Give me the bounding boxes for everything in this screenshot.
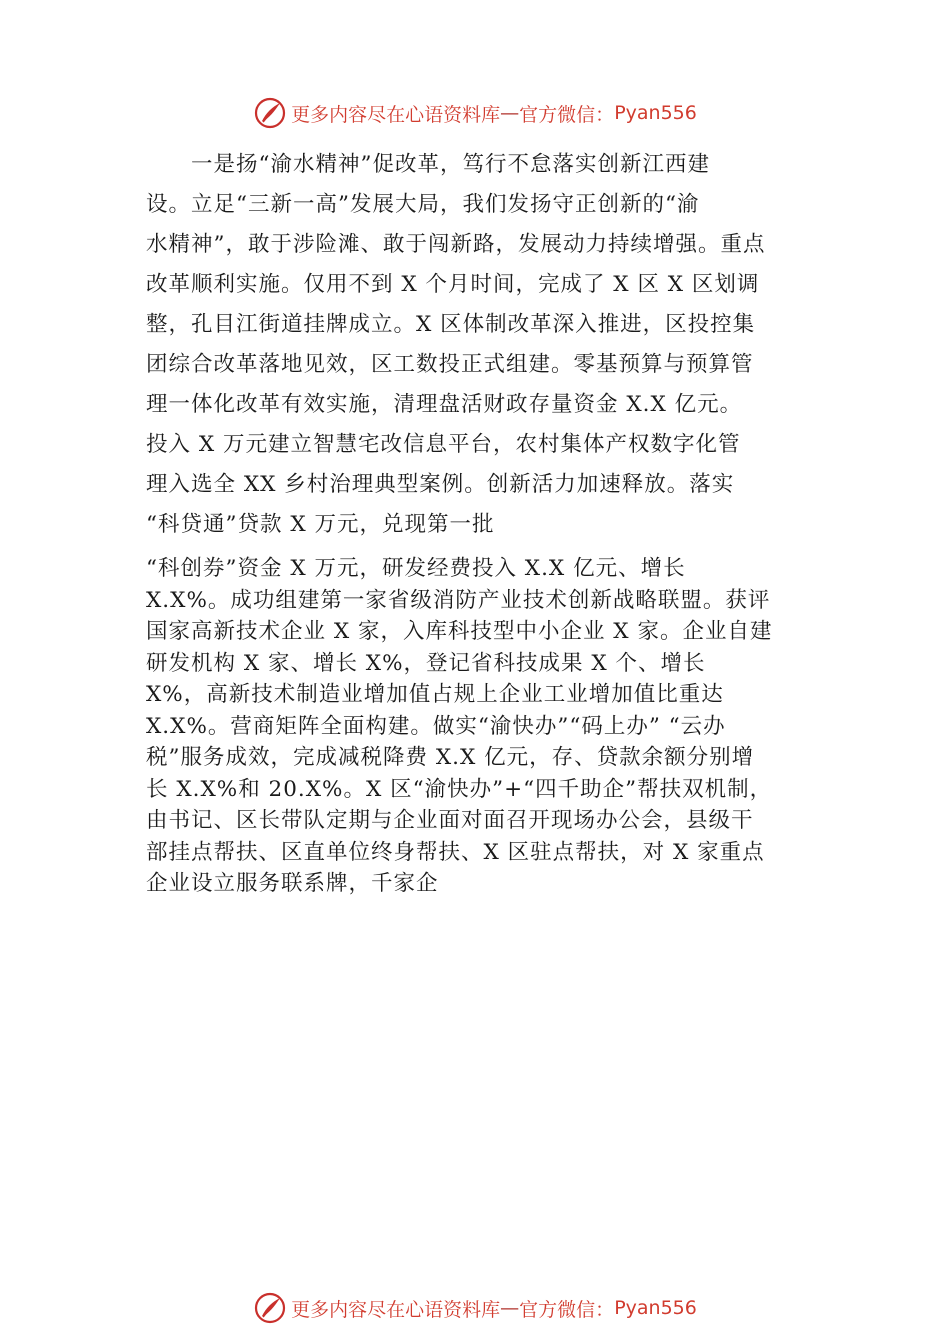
document-body-continued — [146, 553, 846, 900]
text-line: 整，孔目江街道挂牌成立。X 区体制改革深入推进，区投控集 — [146, 312, 756, 337]
quill-logo-icon — [253, 1291, 287, 1325]
text-line: 水精神”，敢于涉险滩、敢于闯新路，发展动力持续增强。重点 — [146, 232, 766, 257]
watermark-official: 官方微信： — [519, 103, 615, 126]
text-line: 理一体化改革有效实施，清理盘活财政存量资金 X.X 亿元。 — [146, 392, 743, 417]
text-line: 长 X.X%和 20.X%。X 区“渝快办”+“四千助企”帮扶双机制， — [146, 776, 773, 802]
text-line: 由书记、区长带队定期与企业面对面召开现场办公会，县级干 — [146, 808, 754, 833]
watermark-brand: 更多内容尽在心语资料库 — [291, 1298, 501, 1321]
text-line: 改革顺利实施。仅用不到 X 个月时间，完成了 X 区 X 区划调 — [146, 272, 760, 297]
watermark-brand: 更多内容尽在心语资料库 — [291, 103, 501, 126]
text-line: 部挂点帮扶、区直单位终身帮扶、X 区驻点帮扶，对 X 家重点 — [146, 839, 765, 865]
document-body — [146, 145, 846, 545]
text-line: 团综合改革落地见效，区工数投正式组建。零基预算与预算管 — [146, 352, 754, 377]
watermark-official: 官方微信： — [519, 1298, 615, 1321]
quill-logo-icon — [253, 96, 287, 130]
footer-watermark — [0, 1291, 950, 1325]
text-line: 投入 X 万元建立智慧宅改信息平台，农村集体产权数字化管 — [146, 432, 741, 457]
text-line: “科创券”资金 X 万元，研发经费投入 X.X 亿元、增长 — [146, 556, 686, 581]
text-line: X.X%。营商矩阵全面构建。做实“渝快办”“码上办” “云办 — [146, 713, 726, 739]
watermark-wechat-id: Pyan556 — [614, 102, 697, 124]
header-watermark — [0, 96, 950, 130]
watermark-wechat-id: Pyan556 — [614, 1297, 697, 1319]
text-line: 国家高新技术企业 X 家，入库科技型中小企业 X 家。企业自建 — [146, 619, 773, 644]
text-line: X%，高新技术制造业增加值占规上企业工业增加值比重达 — [146, 682, 724, 707]
text-line: 一是扬“渝水精神”促改革，笃行不怠落实创新江西建 — [146, 152, 710, 177]
text-line: “科贷通”贷款 X 万元，兑现第一批 — [146, 512, 495, 537]
text-line: 税”服务成效，完成减税降费 X.X 亿元，存、贷款余额分别增 — [146, 745, 755, 770]
text-line: X.X%。成功组建第一家省级消防产业技术创新战略联盟。获评 — [146, 587, 771, 613]
watermark-separator: — — [500, 102, 520, 124]
text-line: 企业设立服务联系牌，千家企 — [146, 871, 439, 896]
text-line: 设。立足“三新一高”发展大局，我们发扬守正创新的“渝 — [146, 192, 700, 217]
text-line: 研发机构 X 家、增长 X%，登记省科技成果 X 个、增长 — [146, 650, 706, 676]
watermark-separator: — — [500, 1297, 520, 1319]
text-line: 理入选全 XX 乡村治理典型案例。创新活力加速释放。落实 — [146, 472, 735, 497]
